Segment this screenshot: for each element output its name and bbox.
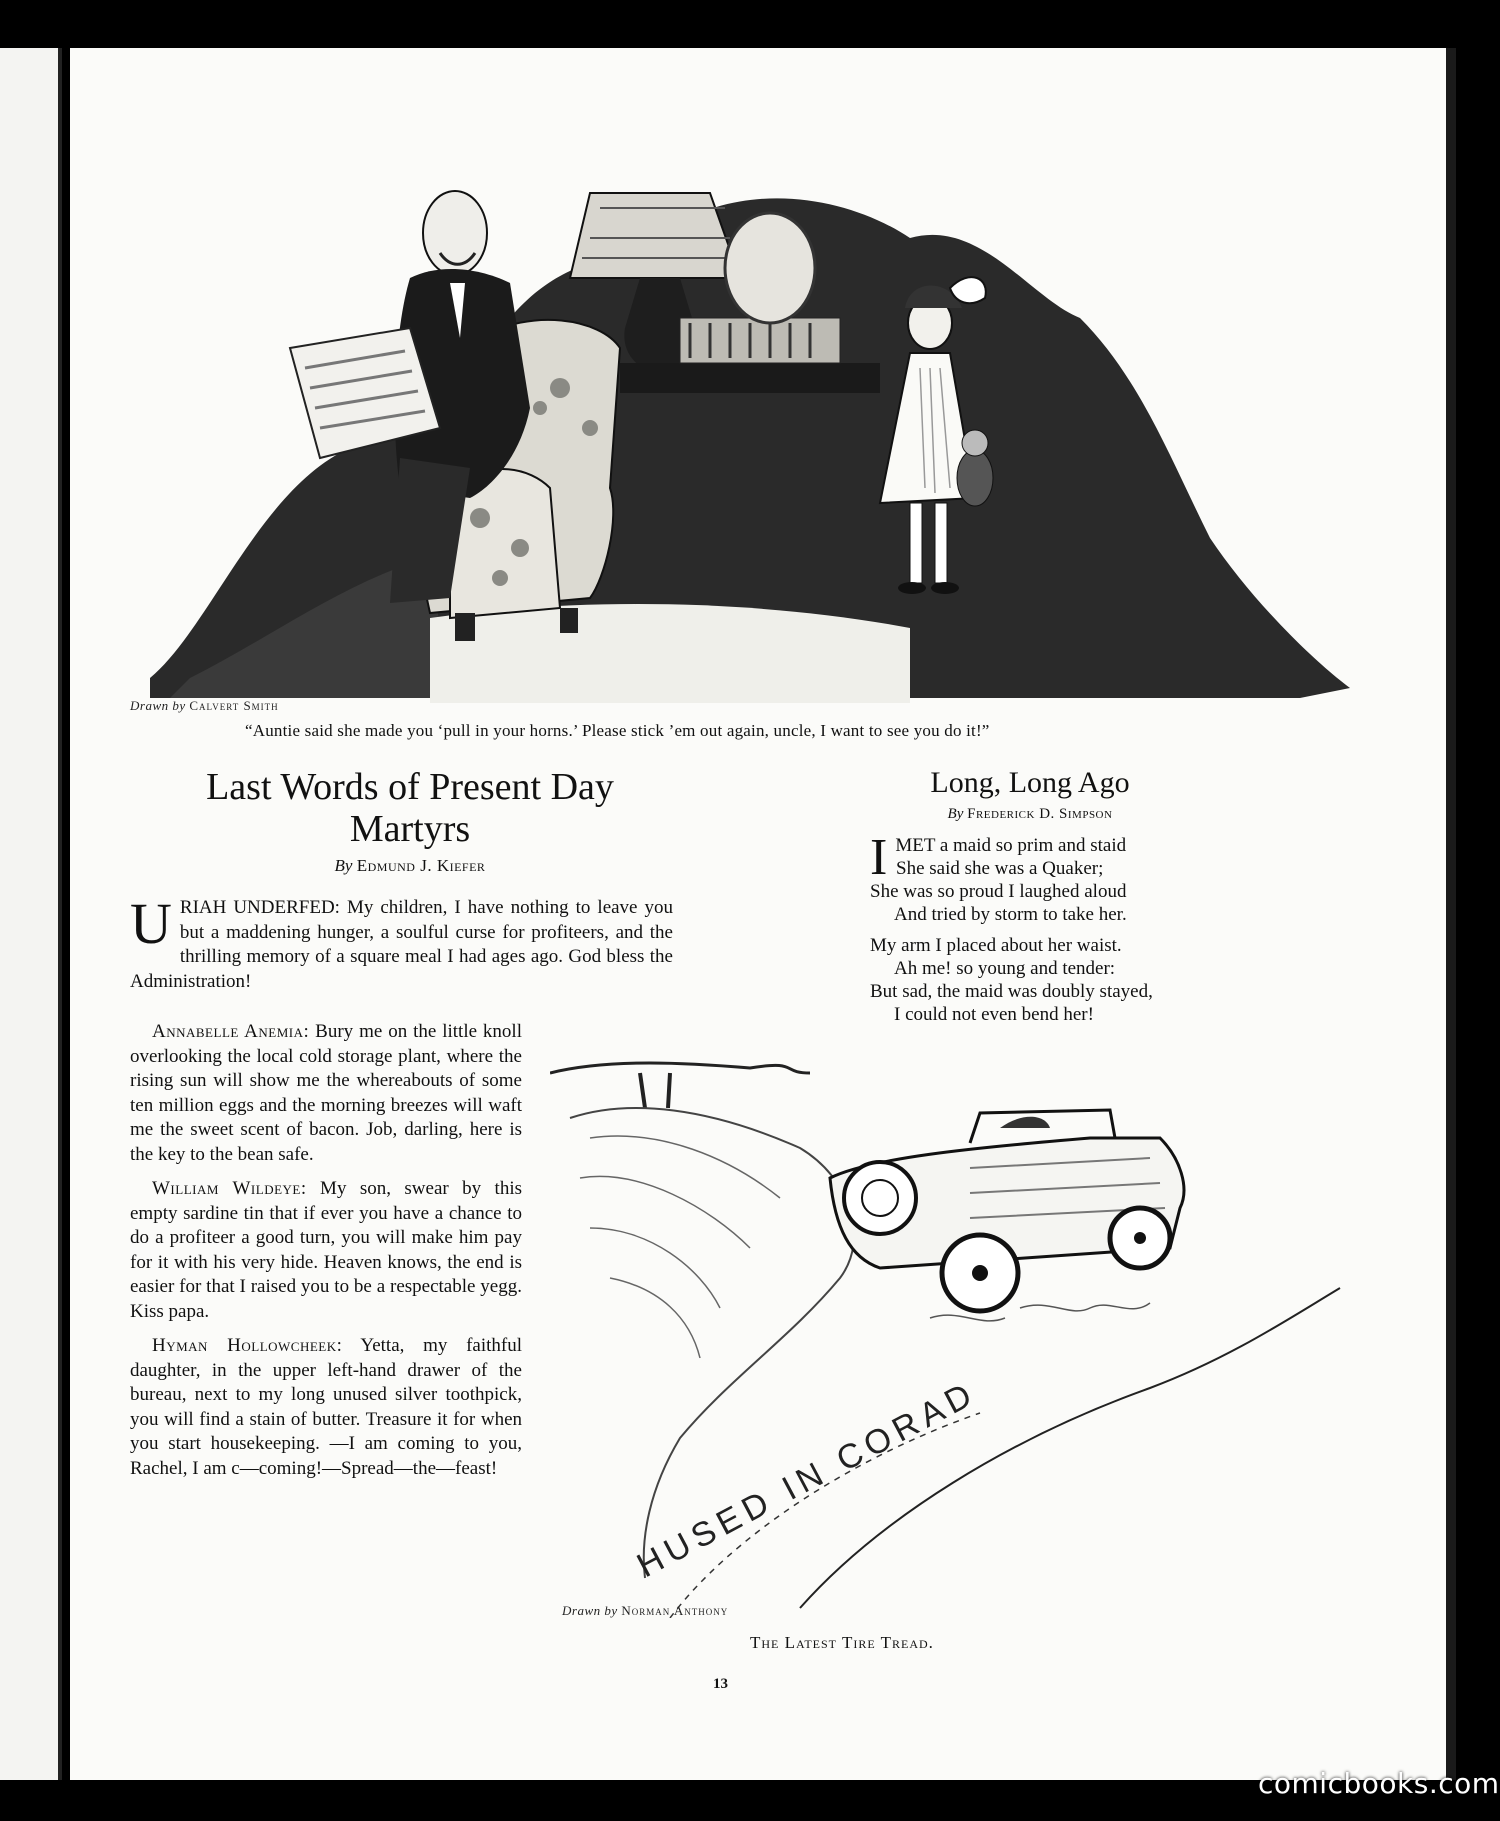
article-title: [130, 766, 690, 850]
article-dropcap: U: [130, 891, 172, 956]
top-illustration-credit: Drawn by Calvert Smith: [130, 698, 279, 713]
car-illustration-caption: The Latest Tire Tread.: [750, 1633, 934, 1652]
article-byline: By Edmund J. Kiefer: [334, 856, 486, 875]
poem-byline: By Frederick D. Simpson: [947, 806, 1113, 822]
annabelle-anemia-text: Bury me on the little knoll overlooking the local cold storage plant, where the rising sun will show me the whereabouts of some ten million eggs and the morning breezes will waft me the sweet scent of bacon. Job, darling, here is the key to the bean safe.: [130, 1021, 522, 1165]
article-title-line1: Last Words of Present Day: [206, 766, 614, 808]
hyman-hollowcheek-name: Hyman Hollowcheek:: [152, 1335, 343, 1356]
poem-body: [870, 829, 1200, 1034]
poem-dropcap: I: [870, 829, 888, 886]
poem-line-2: She said she was a Quaker;: [896, 858, 1104, 879]
poem-line-6: Ah me! so young and tender:: [894, 958, 1116, 979]
car-illustration-credit: Drawn by Norman Anthony: [562, 1603, 729, 1618]
william-wildeye-text: My son, swear by this empty sardine tin that if ever you have a chance to do a profiteer a good turn, you will make him pay for it with his very hide. Heaven knows, the end is easier for that I raised you to be a respectable yegg. Kiss papa.: [130, 1178, 522, 1322]
poem-line-5: My arm I placed about her waist.: [870, 935, 1122, 956]
hyman-hollowcheek-text: Yetta, my faithful daughter, in the upper left-hand drawer of the bureau, next to my long unused silver toothpick, you will find a stain of butter. Treasure it for when you start housekeeping. —I am coming to you, Rachel, I am c—coming!—Spread—the—feast!: [130, 1335, 522, 1479]
magazine-page: [70, 48, 1446, 1780]
top-illustration-caption: “Auntie said she made you ‘pull in your horns.’ Please stick ’em out again, uncle, I want to see you do it!”: [245, 721, 990, 740]
william-wildeye-name: William Wildeye:: [152, 1178, 307, 1199]
poem-line-8: I could not even bend her!: [894, 1004, 1094, 1025]
uriah-underfed-paragraph: RIAH UNDERFED: My children, I have nothing to leave you but a maddening hunger, a soulful curse for profiteers, and the thrilling memory of a square meal I had ages ago. God bless the Administration!: [130, 897, 673, 992]
article-author: Edmund J. Kiefer: [356, 856, 486, 875]
article-intro: [130, 891, 673, 1004]
poem-title: Long, Long Ago: [930, 766, 1130, 799]
tread-lettering: HUSED IN CORAD: [630, 1373, 984, 1586]
site-watermark: comicbooks.com: [1258, 1767, 1500, 1800]
poem-line-1: MET a maid so prim and staid: [895, 835, 1127, 856]
article-title-line2: Martyrs: [349, 808, 471, 850]
annabelle-anemia-name: Annabelle Anemia:: [152, 1021, 310, 1042]
uncle-and-girl-illustration: [150, 158, 1350, 718]
poem-line-3: She was so proud I laughed aloud: [870, 881, 1127, 902]
poem-line-7: But sad, the maid was doubly stayed,: [870, 981, 1153, 1002]
article-narrow-column: [130, 1020, 522, 1491]
previous-page-edge: [0, 48, 62, 1780]
car-tire-tread-illustration: [550, 1018, 1390, 1618]
page-binding-edge: [1446, 48, 1456, 1780]
page-number: 13: [713, 1676, 728, 1692]
poem-author: Frederick D. Simpson: [967, 806, 1113, 822]
poem-line-4: And tried by storm to take her.: [894, 904, 1127, 925]
